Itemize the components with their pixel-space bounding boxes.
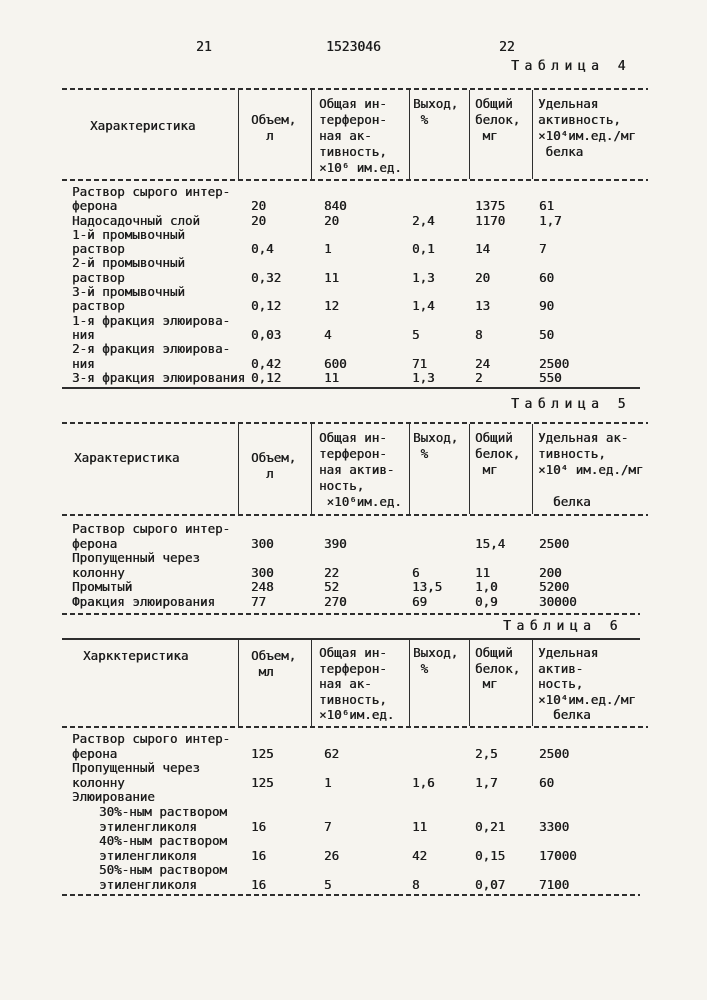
cell-value xyxy=(532,790,640,805)
row-label: Надосадочный слой xyxy=(72,212,200,228)
cell-value: 11 xyxy=(324,269,340,285)
cell-value xyxy=(311,256,409,270)
row-label: 30%-ным раствором xyxy=(99,803,227,819)
cell-value xyxy=(311,863,409,878)
cell-value: 5 xyxy=(324,876,332,892)
cell-value xyxy=(409,863,469,878)
cell-value xyxy=(311,790,409,805)
cell-value: 840 xyxy=(324,198,347,214)
cell-value: 60 xyxy=(539,774,555,790)
cell-value: 125 xyxy=(251,745,274,761)
patent-number: 1523046 xyxy=(326,40,381,55)
cell-value xyxy=(238,834,311,849)
cell-value: 62 xyxy=(324,745,340,761)
row-label: раствор xyxy=(72,298,125,314)
cell-value: 0,12 xyxy=(251,298,282,314)
cell-value: 1,4 xyxy=(412,298,435,314)
row-label: 2-й промывочный xyxy=(72,255,185,271)
cell-value: 16 xyxy=(251,847,267,863)
table-6 xyxy=(62,638,640,896)
cell-value xyxy=(238,761,311,776)
cell-value: 3300 xyxy=(539,818,570,834)
table-caption: Таблица 6 xyxy=(503,619,623,634)
cell-value xyxy=(311,551,409,566)
table-caption: Таблица 5 xyxy=(511,397,631,412)
cell-value xyxy=(469,761,532,776)
cell-value: 16 xyxy=(251,876,267,892)
cell-value: 12 xyxy=(324,298,340,314)
cell-value xyxy=(311,761,409,776)
cell-value xyxy=(409,805,469,820)
cell-value xyxy=(238,732,311,747)
cell-value xyxy=(238,863,311,878)
cell-value: 50 xyxy=(539,326,555,342)
table-row xyxy=(62,595,640,610)
row-label: ния xyxy=(72,355,95,371)
cell-value: 1170 xyxy=(475,212,506,228)
table-body xyxy=(62,732,640,893)
table-row xyxy=(62,537,640,552)
cell-value xyxy=(409,790,469,805)
cell-value: 0,32 xyxy=(251,269,282,285)
cell-value xyxy=(469,834,532,849)
cell-value xyxy=(238,185,311,199)
cell-value xyxy=(469,522,532,537)
table-header-row xyxy=(62,90,640,179)
table-row xyxy=(62,242,640,256)
cell-value xyxy=(311,342,409,356)
cell-value: 0,42 xyxy=(251,355,282,371)
table-row xyxy=(62,299,640,313)
cell-value xyxy=(409,747,469,762)
table-row xyxy=(62,271,640,285)
table-row xyxy=(62,314,640,328)
cell-value: 600 xyxy=(324,355,347,371)
cell-value xyxy=(532,185,640,199)
cell-value xyxy=(532,863,640,878)
table-header-row xyxy=(62,640,640,726)
cell-value: 8 xyxy=(412,876,420,892)
table-row xyxy=(62,732,640,747)
table-row xyxy=(62,228,640,242)
table-body xyxy=(62,522,640,610)
row-label: 3-я фракция элюирования xyxy=(72,369,246,385)
table-header-row xyxy=(62,424,644,514)
cell-value: 71 xyxy=(412,355,428,371)
row-label: Фракция элюирования xyxy=(72,593,215,609)
cell-value xyxy=(238,551,311,566)
right-page-number: 22 xyxy=(499,40,515,55)
cell-value: 77 xyxy=(251,593,267,609)
cell-value xyxy=(532,314,640,328)
cell-value xyxy=(238,285,311,299)
cell-value: 7100 xyxy=(539,876,570,892)
cell-value: 270 xyxy=(324,593,347,609)
cell-value xyxy=(409,732,469,747)
cell-value xyxy=(469,863,532,878)
cell-value: 24 xyxy=(475,355,491,371)
table-4 xyxy=(62,88,640,389)
cell-value xyxy=(238,228,311,242)
table-row xyxy=(62,199,640,213)
left-page-number: 21 xyxy=(196,40,212,55)
column-header: Общая ин- терферон- ная актив- ность, ×10⁶им.ед. xyxy=(311,424,409,514)
cell-value xyxy=(469,314,532,328)
cell-value xyxy=(238,522,311,537)
table-bottom-border xyxy=(62,894,640,896)
cell-value: 13 xyxy=(475,298,491,314)
column-header: Характеристика xyxy=(90,118,196,133)
table-row xyxy=(62,878,640,893)
cell-value xyxy=(409,522,469,537)
cell-value: 2500 xyxy=(539,535,570,551)
table-row xyxy=(62,522,640,537)
cell-value: 1,3 xyxy=(412,369,435,385)
row-label: ферона xyxy=(72,198,118,214)
cell-value xyxy=(469,285,532,299)
cell-value: 20 xyxy=(324,212,340,228)
row-label: колонну xyxy=(72,564,125,580)
table-row xyxy=(62,328,640,342)
cell-value: 20 xyxy=(251,212,267,228)
row-label: 2-я фракция элюирова- xyxy=(72,341,231,357)
row-label: этиленгликоля xyxy=(99,876,197,892)
cell-value xyxy=(409,256,469,270)
row-label: этиленгликоля xyxy=(99,818,197,834)
table-row xyxy=(62,256,640,270)
cell-value xyxy=(238,805,311,820)
table-row xyxy=(62,863,640,878)
cell-value xyxy=(532,285,640,299)
cell-value: 1,0 xyxy=(475,579,498,595)
cell-value xyxy=(409,761,469,776)
cell-value: 390 xyxy=(324,535,347,551)
table-bottom-border xyxy=(62,613,640,615)
cell-value xyxy=(311,185,409,199)
cell-value xyxy=(409,314,469,328)
cell-value: 61 xyxy=(539,198,555,214)
column-header: Общая ин- терферон- ная ак- тивность, ×10⁶ им.ед. xyxy=(311,90,409,179)
cell-value: 22 xyxy=(324,564,340,580)
cell-value: 0,03 xyxy=(251,326,282,342)
cell-value xyxy=(532,522,640,537)
table-row xyxy=(62,342,640,356)
cell-value: 0,15 xyxy=(475,847,506,863)
row-label: Промытый xyxy=(72,579,133,595)
table-header-separator xyxy=(62,514,648,516)
cell-value xyxy=(532,256,640,270)
table-row xyxy=(62,761,640,776)
cell-value: 17000 xyxy=(539,847,577,863)
cell-value xyxy=(532,805,640,820)
cell-value: 20 xyxy=(251,198,267,214)
cell-value xyxy=(311,732,409,747)
cell-value: 11 xyxy=(412,818,428,834)
cell-value: 8 xyxy=(475,326,483,342)
cell-value: 5200 xyxy=(539,579,570,595)
row-label: Раствор сырого интер- xyxy=(72,184,231,199)
row-label: 1-й промывочный xyxy=(72,226,185,242)
column-header: Удельная актив- ность, ×10⁴им.ед./мг белка xyxy=(532,640,640,726)
table-row xyxy=(62,580,640,595)
column-header: Общий белок, мг xyxy=(469,640,532,726)
table-row xyxy=(62,834,640,849)
cell-value: 200 xyxy=(539,564,562,580)
cell-value: 7 xyxy=(324,818,332,834)
cell-value xyxy=(469,732,532,747)
cell-value: 2,4 xyxy=(412,212,435,228)
cell-value xyxy=(409,199,469,213)
row-label: ферона xyxy=(72,535,118,551)
cell-value xyxy=(469,790,532,805)
row-label: 3-й промывочный xyxy=(72,284,185,300)
cell-value: 0,4 xyxy=(251,241,274,257)
cell-value xyxy=(238,790,311,805)
cell-value: 5 xyxy=(412,326,420,342)
cell-value: 7 xyxy=(539,241,547,257)
column-header: Выход, % xyxy=(409,90,469,179)
cell-value xyxy=(238,314,311,328)
table-row xyxy=(62,820,640,835)
cell-value xyxy=(469,805,532,820)
column-header: Общий белок, мг xyxy=(469,90,532,179)
column-header: Объем, л xyxy=(238,424,311,514)
cell-value: 0,21 xyxy=(475,818,506,834)
table-header-separator xyxy=(62,726,648,728)
cell-value xyxy=(409,228,469,242)
cell-value: 300 xyxy=(251,564,274,580)
cell-value: 0,9 xyxy=(475,593,498,609)
cell-value: 6 xyxy=(412,564,420,580)
table-row xyxy=(62,185,640,199)
cell-value: 60 xyxy=(539,269,555,285)
table-row xyxy=(62,214,640,228)
row-label: раствор xyxy=(72,241,125,257)
table-row xyxy=(62,805,640,820)
cell-value xyxy=(469,228,532,242)
table-row xyxy=(62,747,640,762)
table-row xyxy=(62,790,640,805)
row-label: колонну xyxy=(72,774,125,790)
cell-value xyxy=(409,537,469,552)
cell-value: 1 xyxy=(324,774,332,790)
cell-value xyxy=(311,314,409,328)
table-header-separator xyxy=(62,179,648,181)
cell-value: 0,12 xyxy=(251,369,282,385)
cell-value xyxy=(409,551,469,566)
column-header: Характеристика xyxy=(74,450,180,465)
table-caption: Таблица 4 xyxy=(511,59,631,74)
column-header: Удельная активность, ×10⁴им.ед./мг белка xyxy=(532,90,640,179)
cell-value xyxy=(532,761,640,776)
cell-value: 2,5 xyxy=(475,745,498,761)
cell-value: 1375 xyxy=(475,198,506,214)
column-header: Общий белок, мг xyxy=(469,424,532,514)
column-header: Объем, л xyxy=(238,90,311,179)
cell-value: 30000 xyxy=(539,593,577,609)
cell-value: 1,6 xyxy=(412,774,435,790)
row-label: раствор xyxy=(72,269,125,285)
cell-value: 90 xyxy=(539,298,555,314)
cell-value xyxy=(311,228,409,242)
row-label: Пропущенный через xyxy=(72,550,200,566)
cell-value xyxy=(469,342,532,356)
row-label: Раствор сырого интер- xyxy=(72,731,231,746)
row-label: Пропущенный через xyxy=(72,760,200,776)
cell-value xyxy=(409,185,469,199)
table-row xyxy=(62,357,640,371)
row-label: ния xyxy=(72,326,95,342)
cell-value: 1,3 xyxy=(412,269,435,285)
cell-value: 550 xyxy=(539,369,562,385)
table-bottom-border xyxy=(62,387,640,389)
cell-value xyxy=(469,551,532,566)
cell-value: 13,5 xyxy=(412,579,443,595)
cell-value: 42 xyxy=(412,847,428,863)
cell-value: 0,1 xyxy=(412,241,435,257)
row-label: 40%-ным раствором xyxy=(99,833,227,849)
table-row xyxy=(62,776,640,791)
cell-value: 11 xyxy=(475,564,491,580)
cell-value xyxy=(238,256,311,270)
cell-value: 14 xyxy=(475,241,491,257)
column-header: Харкктеристика xyxy=(83,648,189,663)
table-row xyxy=(62,849,640,864)
cell-value xyxy=(311,805,409,820)
cell-value xyxy=(532,732,640,747)
table-row xyxy=(62,551,640,566)
row-label: ферона xyxy=(72,745,118,761)
cell-value xyxy=(311,285,409,299)
column-header: Выход, % xyxy=(409,424,469,514)
cell-value xyxy=(311,834,409,849)
row-label: 50%-ным раствором xyxy=(99,862,227,878)
cell-value: 125 xyxy=(251,774,274,790)
row-label: Раствор сырого интер- xyxy=(72,521,231,536)
row-label: 1-я фракция элюирова- xyxy=(72,312,231,328)
table-body xyxy=(62,185,640,385)
cell-value: 15,4 xyxy=(475,535,506,551)
cell-value: 11 xyxy=(324,369,340,385)
column-header: Выход, % xyxy=(409,640,469,726)
table-5 xyxy=(62,422,644,615)
row-label: Элюирование xyxy=(72,789,155,805)
cell-value: 26 xyxy=(324,847,340,863)
cell-value xyxy=(469,256,532,270)
cell-value: 4 xyxy=(324,326,332,342)
cell-value: 1,7 xyxy=(539,212,562,228)
column-header: Объем, мл xyxy=(238,640,311,726)
cell-value: 2500 xyxy=(539,355,570,371)
cell-value: 300 xyxy=(251,535,274,551)
column-header: Удельная ак- тивность, ×10⁴ им.ед./мг белка xyxy=(532,424,640,514)
cell-value xyxy=(532,342,640,356)
cell-value: 2500 xyxy=(539,745,570,761)
cell-value: 16 xyxy=(251,818,267,834)
cell-value: 20 xyxy=(475,269,491,285)
cell-value xyxy=(409,285,469,299)
cell-value: 248 xyxy=(251,579,274,595)
cell-value: 1,7 xyxy=(475,774,498,790)
cell-value xyxy=(532,834,640,849)
cell-value xyxy=(409,834,469,849)
cell-value xyxy=(532,551,640,566)
cell-value xyxy=(238,342,311,356)
table-row xyxy=(62,285,640,299)
cell-value xyxy=(311,522,409,537)
cell-value: 1 xyxy=(324,241,332,257)
cell-value xyxy=(469,185,532,199)
cell-value: 69 xyxy=(412,593,428,609)
cell-value: 52 xyxy=(324,579,340,595)
cell-value: 0,07 xyxy=(475,876,506,892)
row-label: этиленгликоля xyxy=(99,847,197,863)
cell-value: 2 xyxy=(475,369,483,385)
column-header: Общая ин- терферон- ная ак- тивность, ×10⁶им.ед. xyxy=(311,640,409,726)
table-row xyxy=(62,566,640,581)
cell-value xyxy=(532,228,640,242)
table-row xyxy=(62,371,640,385)
cell-value xyxy=(409,342,469,356)
